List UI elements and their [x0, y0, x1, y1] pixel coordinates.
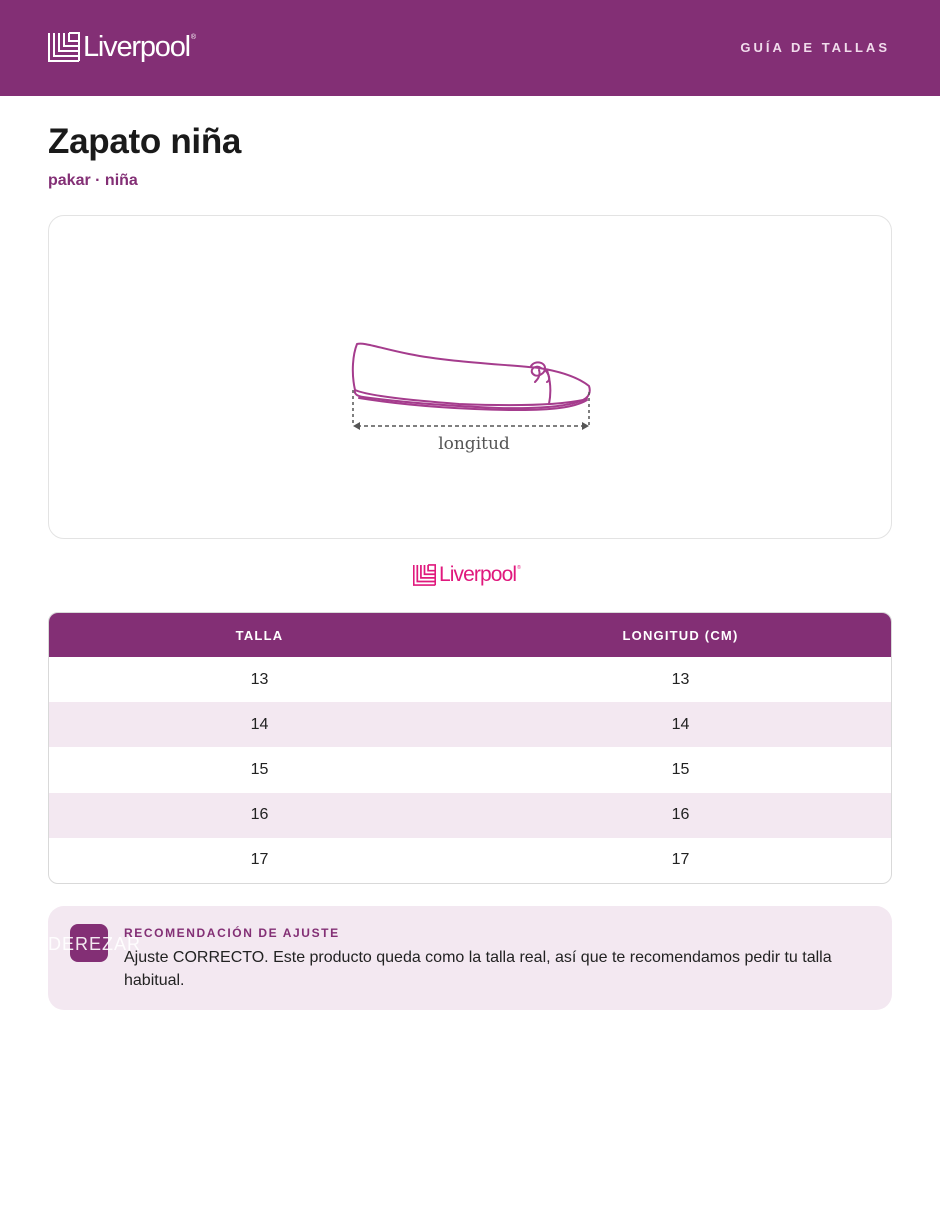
shoe-measurement-card [48, 215, 892, 539]
product-subtitle: pakar · niña [48, 172, 138, 189]
column-header-talla: TALLA [235, 627, 284, 643]
length-cell: 16 [671, 806, 690, 824]
table-row [49, 747, 891, 792]
size-cell: 13 [250, 670, 269, 688]
liverpool-logo[interactable] [48, 31, 196, 63]
liverpool-wordmark: Liverpool [83, 31, 190, 63]
length-cell: 17 [671, 851, 690, 869]
page-title: Zapato niña [48, 122, 242, 161]
fit-recommendation-card [48, 906, 892, 1010]
liverpool-logo-icon [48, 32, 80, 62]
registered-mark: ® [190, 33, 197, 41]
table-row [49, 702, 891, 747]
length-cell: 13 [671, 670, 690, 688]
table-header [49, 613, 891, 657]
table-row [49, 838, 891, 883]
size-cell: 14 [250, 715, 269, 733]
recommendation-title: RECOMENDACIÓN DE AJUSTE [124, 926, 340, 940]
recommendation-text: Ajuste CORRECTO. Este producto queda como la talla real, así que te recomendamos pedir tu talla habitual. [124, 949, 832, 989]
liverpool-watermark-logo [413, 563, 521, 587]
registered-mark: ® [517, 565, 521, 571]
size-cell: 17 [250, 851, 269, 869]
fit-badge-icon [70, 924, 108, 962]
table-body [49, 657, 891, 883]
page-header [0, 0, 940, 96]
length-label: longitud [438, 434, 510, 454]
size-table [48, 612, 892, 884]
table-row [49, 657, 891, 702]
liverpool-wordmark: Liverpool [439, 563, 517, 586]
size-cell: 15 [250, 760, 269, 778]
fit-badge-watermark-text: DEREZAR [48, 934, 142, 954]
liverpool-logo-icon [413, 564, 436, 586]
length-cell: 15 [671, 760, 690, 778]
ballet-flat-shoe-icon [349, 334, 599, 434]
size-guide-link[interactable]: GUÍA DE TALLAS [740, 40, 890, 55]
table-row [49, 793, 891, 838]
length-cell: 14 [671, 715, 690, 733]
size-cell: 16 [250, 806, 269, 824]
shoe-illustration [349, 334, 599, 458]
column-header-longitud: LONGITUD (CM) [622, 627, 739, 643]
